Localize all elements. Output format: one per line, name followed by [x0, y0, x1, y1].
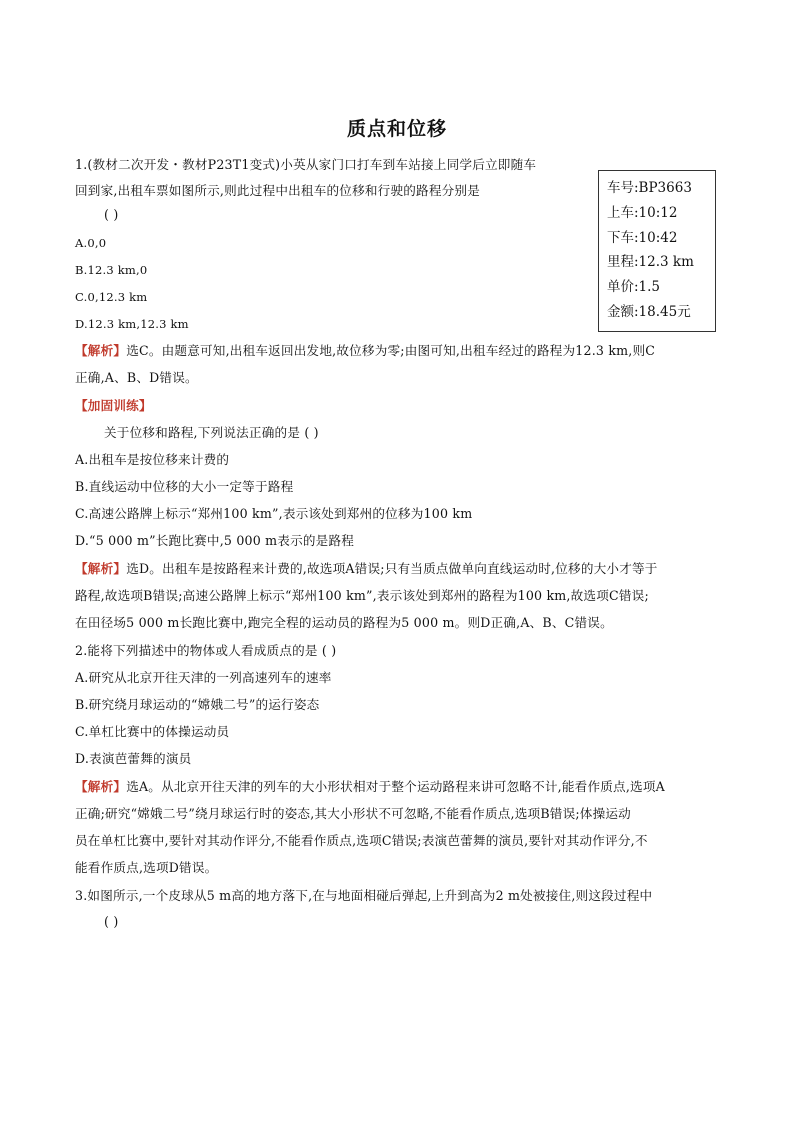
- q2-analysis-line1: [75, 777, 665, 797]
- q1-stem-line1: 1.(教材二次开发・教材P23T1变式)小英从家门口打车到车站接上同学后立即随车: [75, 157, 537, 172]
- ticket-distance: 里程:12.3 km: [607, 254, 694, 271]
- page-title: 质点和位移: [346, 118, 447, 140]
- training-analysis-line3: 在田径场5 000 m长跑比赛中,跑完全程的运动员的路程为5 000 m。则D正确,A、B、C错误。: [75, 615, 613, 630]
- analysis-tag: 【解析】: [75, 343, 127, 358]
- q2-analysis-line3: 员在单杠比赛中,要针对其动作评分,不能看作质点,选项C错误;表演芭蕾舞的演员,要针对其动作评分,不: [75, 833, 648, 848]
- q2-option-d: D.表演芭蕾舞的演员: [75, 751, 192, 766]
- taxi-ticket: [598, 170, 716, 332]
- training-analysis-line2: 路程,故选项B错误;高速公路牌上标示“郑州100 km”,表示该处到郑州的路程为100 km,故选项C错误;: [75, 588, 649, 603]
- q1-option-a: A.0,0: [75, 236, 107, 250]
- q1-answer-blank: ( ): [104, 207, 119, 222]
- analysis-tag: 【解析】: [75, 561, 127, 576]
- q1-option-c: C.0,12.3 km: [75, 290, 148, 304]
- q2-option-a: A.研究从北京开往天津的一列高速列车的速率: [75, 670, 332, 685]
- q1-analysis-line2: 正确,A、B、D错误。: [75, 370, 198, 385]
- q2-stem: 2.能将下列描述中的物体或人看成质点的是 ( ): [75, 643, 337, 658]
- analysis-text: 选A。从北京开往天津的列车的大小形状相对于整个运动路程来讲可忽略不计,能看作质点,选项A: [126, 779, 665, 794]
- q1-option-b: B.12.3 km,0: [75, 263, 148, 277]
- ticket-car-number: 车号:BP3663: [607, 180, 692, 196]
- q3-answer-blank: ( ): [104, 914, 119, 929]
- ticket-unit-price: 单价:1.5: [607, 279, 661, 296]
- q1-option-d: D.12.3 km,12.3 km: [75, 317, 189, 331]
- ticket-alighting-time: 下车:10:42: [607, 229, 678, 246]
- q1-analysis-line1: [75, 341, 655, 361]
- analysis-tag: 【解析】: [75, 779, 127, 794]
- q2-analysis-line4: 能看作质点,选项D错误。: [75, 860, 218, 875]
- analysis-text: 选D。出租车是按路程来计费的,故选项A错误;只有当质点做单向直线运动时,位移的大小才等于: [126, 561, 658, 576]
- q2-option-b: B.研究绕月球运动的“嫦娥二号”的运行姿态: [75, 697, 320, 712]
- training-option-a: A.出租车是按位移来计费的: [75, 452, 230, 467]
- training-heading: [75, 396, 152, 416]
- q2-analysis-line2: 正确;研究“嫦娥二号”绕月球运行时的姿态,其大小形状不可忽略,不能看作质点,选项B错误;体操运动: [75, 806, 631, 821]
- q2-option-c: C.单杠比赛中的体操运动员: [75, 724, 230, 739]
- training-tag: 【加固训练】: [75, 398, 152, 413]
- analysis-text: 选C。由题意可知,出租车返回出发地,故位移为零;由图可知,出租车经过的路程为12.3 km,则C: [126, 343, 656, 358]
- training-stem: 关于位移和路程,下列说法正确的是 ( ): [104, 425, 319, 440]
- ticket-amount: 金额:18.45元: [607, 303, 691, 320]
- q3-stem: 3.如图所示,一个皮球从5 m高的地方落下,在与地面相碰后弹起,上升到高为2 m处被接住,则这段过程中: [75, 888, 653, 903]
- training-option-d: D.“5 000 m”长跑比赛中,5 000 m表示的是路程: [75, 533, 355, 548]
- ticket-boarding-time: 上车:10:12: [607, 204, 678, 221]
- q1-stem-line2: 回到家,出租车票如图所示,则此过程中出租车的位移和行驶的路程分别是: [75, 183, 481, 198]
- training-option-c: C.高速公路牌上标示“郑州100 km”,表示该处到郑州的位移为100 km: [75, 506, 473, 521]
- training-option-b: B.直线运动中位移的大小一定等于路程: [75, 479, 294, 494]
- training-analysis-line1: [75, 559, 658, 579]
